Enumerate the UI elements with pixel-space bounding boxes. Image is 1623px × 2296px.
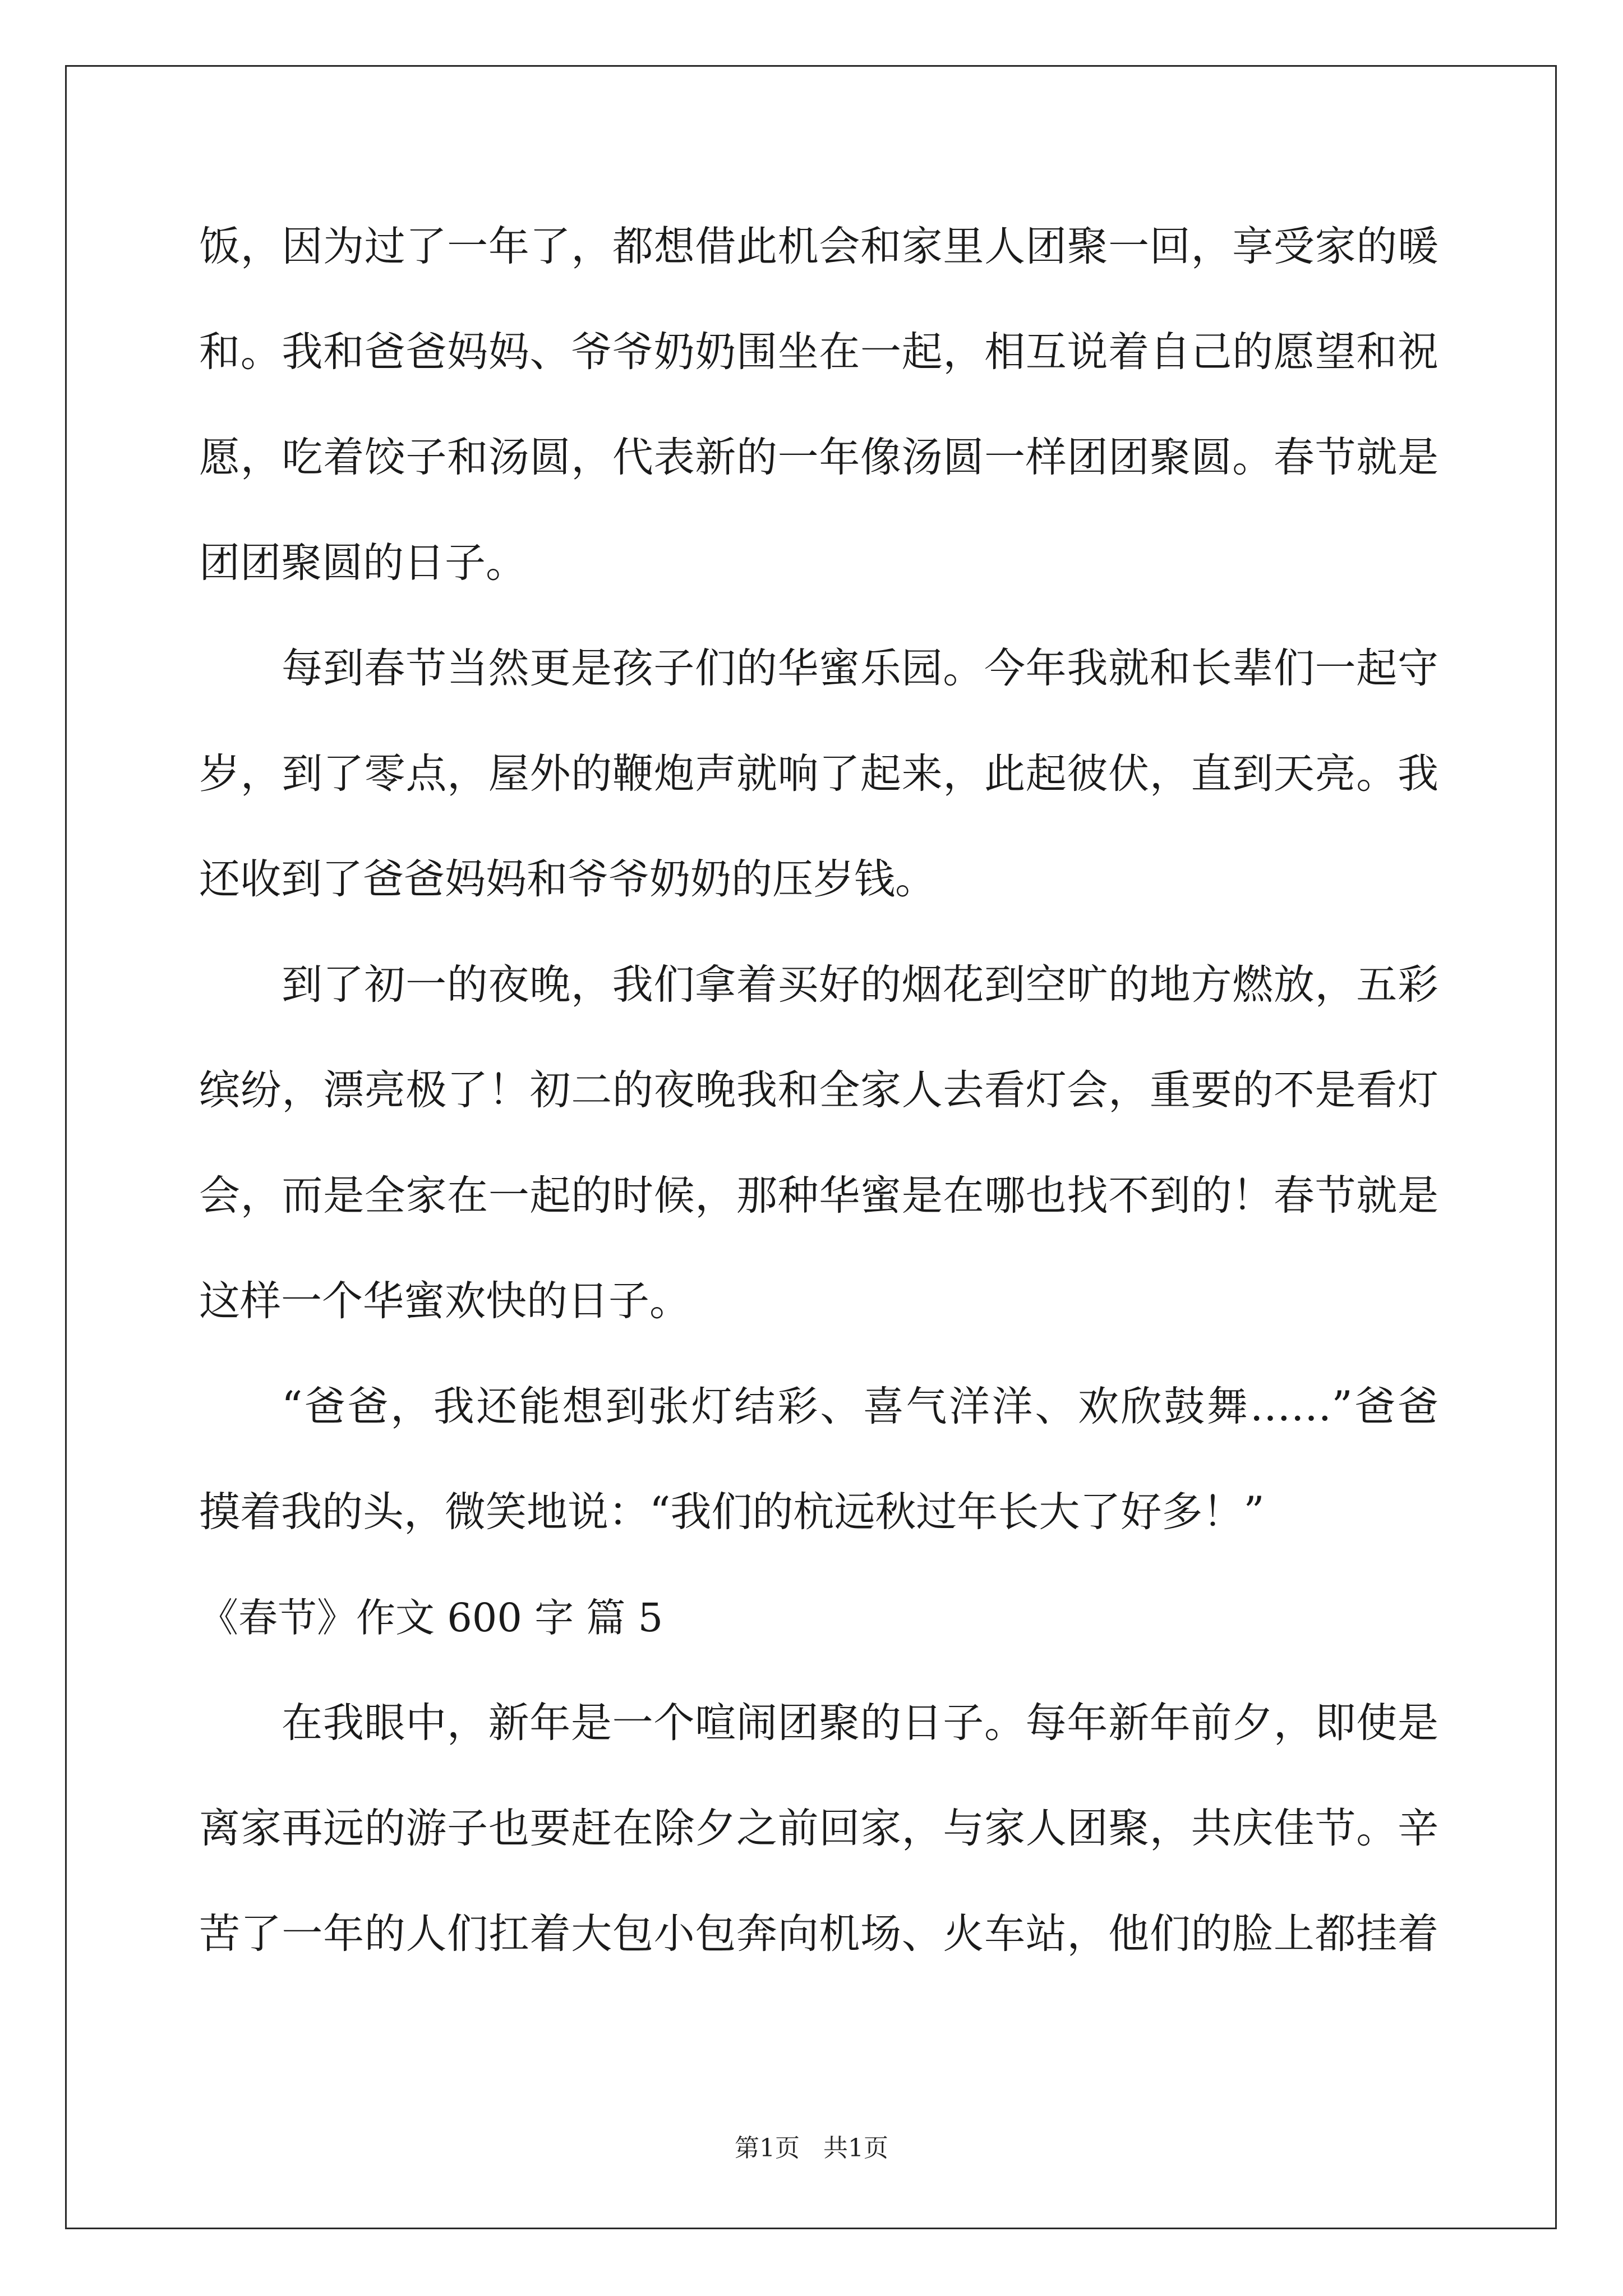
section-heading: 《春节》作文 600 字 篇 5 [199, 1595, 663, 1641]
text-line: 饭，因为过了一年了，都想借此机会和家里人团聚一回，享受家的暖 [199, 223, 1438, 270]
text-line: 苦了一年的人们扛着大包小包奔向机场、火车站，他们的脸上都挂着 [199, 1910, 1438, 1958]
page-total: 共1页 [823, 2134, 888, 2162]
page-number: 第1页 [735, 2134, 800, 2162]
text-line: 岁，到了零点，屋外的鞭炮声就响了起来，此起彼伏，直到天亮。我 [199, 750, 1438, 798]
text-line: 会，而是全家在一起的时候，那种华蜜是在哪也找不到的！春节就是 [199, 1172, 1438, 1220]
paragraph-start-line: 在我眼中，新年是一个喧闹团聚的日子。每年新年前夕，即使是 [282, 1699, 1438, 1747]
text-line: 摸着我的头，微笑地说：“我们的杭远秋过年长大了好多！” [199, 1488, 1265, 1536]
paragraph-start-line: 到了初一的夜晚，我们拿着买好的烟花到空旷的地方燃放，五彩 [282, 961, 1438, 1009]
text-line: 团团聚圆的日子。 [199, 539, 527, 587]
text-line: 缤纷，漂亮极了！初二的夜晚我和全家人去看灯会，重要的不是看灯 [199, 1066, 1438, 1114]
text-line: 这样一个华蜜欢快的日子。 [199, 1277, 690, 1325]
text-line: 和。我和爸爸妈妈、爷爷奶奶围坐在一起，相互说着自己的愿望和祝 [199, 328, 1438, 376]
text-line: 离家再远的游子也要赶在除夕之前回家，与家人团聚，共庆佳节。辛 [199, 1805, 1438, 1852]
page-footer [0, 2132, 1623, 2165]
paragraph-start-line: “爸爸，我还能想到张灯结彩、喜气洋洋、欢欣鼓舞……”爸爸 [282, 1383, 1438, 1430]
paragraph-start-line: 每到春节当然更是孩子们的华蜜乐园。今年我就和长辈们一起守 [282, 645, 1438, 692]
text-line: 还收到了爸爸妈妈和爷爷奶奶的压岁钱。 [199, 855, 936, 903]
text-line: 愿，吃着饺子和汤圆，代表新的一年像汤圆一样团团聚圆。春节就是 [199, 434, 1438, 481]
